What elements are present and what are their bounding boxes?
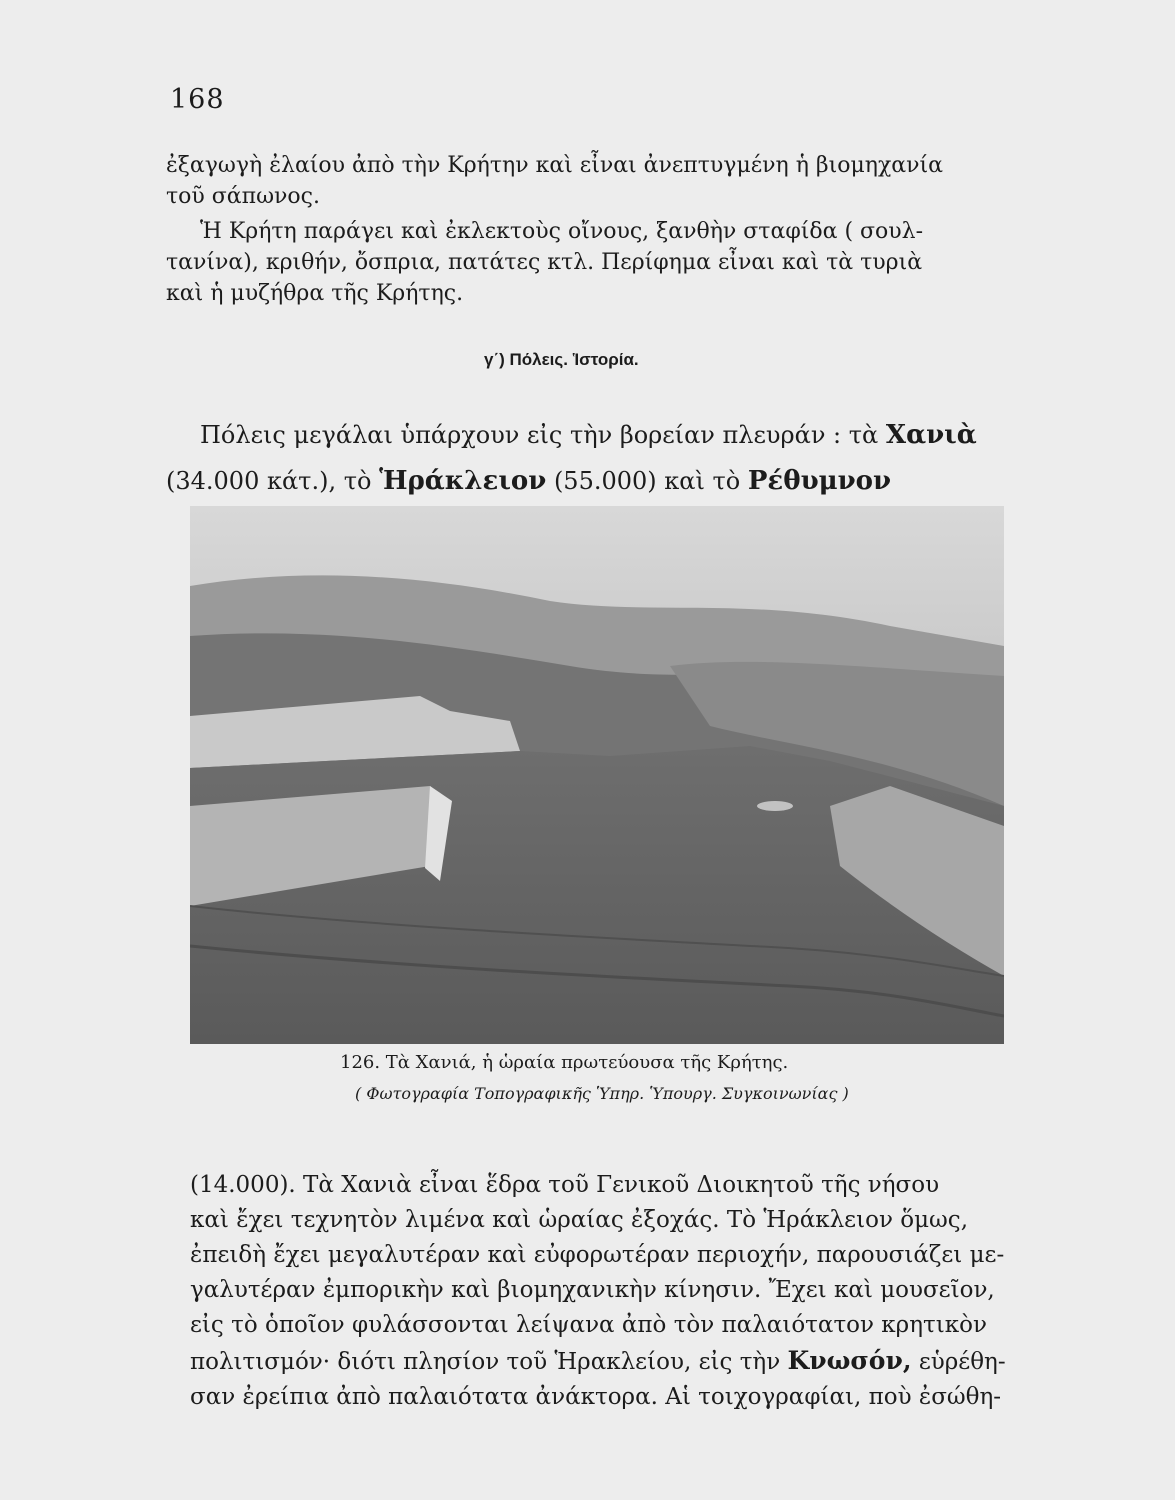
text-span: πολιτισμόν· διότι πλησίον τοῦ Ἡρακλείου, εἰς τὴν bbox=[190, 1349, 788, 1375]
text-line: τοῦ σάπωνος. bbox=[166, 184, 320, 209]
paragraph-products bbox=[166, 216, 1046, 309]
city-rethymno: Ρέθυμνον bbox=[747, 466, 892, 496]
harbor-photo-illustration bbox=[190, 506, 1004, 1044]
text-line: εἰς τὸ ὁποῖον φυλάσσονται λείψανα ἀπὸ τὸν παλαιότατον κρητικὸν bbox=[190, 1312, 987, 1338]
text-line: Ἡ Κρήτη παράγει καὶ ἐκλεκτοὺς οἴνους, ξανθὴν σταφίδα ( σουλ- bbox=[200, 219, 924, 244]
text-line bbox=[166, 458, 977, 504]
photo-credit: ( Φωτογραφία Τοπογραφικῆς Ὑπηρ. Ὑπουργ. Συγκοινωνίας ) bbox=[355, 1084, 849, 1103]
text-line: καὶ ἔχει τεχνητὸν λιμένα καὶ ὡραίας ἐξοχάς. Τὸ Ἡράκλειον ὅμως, bbox=[190, 1207, 969, 1233]
city-heraklion: Ἡράκλειον bbox=[379, 466, 547, 496]
place-knossos: Κνωσόν, bbox=[787, 1346, 912, 1375]
text-span: εὑρέθη- bbox=[911, 1349, 1006, 1375]
paragraph-olive-oil bbox=[166, 150, 1046, 212]
harbor-photo bbox=[190, 506, 1004, 1044]
photo-caption: 126. Τὰ Χανιά, ἡ ὡραία πρωτεύουσα τῆς Κρήτης. bbox=[340, 1052, 789, 1073]
text-line: σαν ἐρείπια ἀπὸ παλαιότατα ἀνάκτορα. Αἱ τοιχογραφίαι, ποὺ ἐσώθη- bbox=[190, 1384, 1002, 1410]
text-span: (55.000) καὶ τὸ bbox=[546, 467, 748, 495]
city-chania: Χανιὰ bbox=[885, 420, 977, 450]
text-line: καὶ ἡ μυζήθρα τῆς Κρήτης. bbox=[166, 281, 464, 306]
paragraph-chania-heraklion bbox=[190, 1168, 1030, 1415]
text-line bbox=[166, 412, 977, 458]
text-line: γαλυτέραν ἐμπορικὴν καὶ βιομηχανικὴν κίνησιν. Ἔχει καὶ μουσεῖον, bbox=[190, 1277, 995, 1303]
section-heading: γ΄) Πόλεις. Ἱστορία. bbox=[484, 350, 639, 369]
text-line: ἐπειδὴ ἔχει μεγαλυτέραν καὶ εὐφορωτέραν περιοχήν, παρουσιάζει με- bbox=[190, 1242, 1005, 1268]
text-line bbox=[190, 1343, 1030, 1380]
text-span: Πόλεις μεγάλαι ὑπάρχουν εἰς τὴν βορείαν πλευράν : τὰ bbox=[200, 421, 886, 449]
text-span: (34.000 κάτ.), τὸ bbox=[166, 467, 380, 495]
paragraph-cities bbox=[166, 412, 977, 504]
text-line: (14.000). Τὰ Χανιὰ εἶναι ἕδρα τοῦ Γενικοῦ Διοικητοῦ τῆς νήσου bbox=[190, 1172, 940, 1198]
text-line: ἐξαγωγὴ ἐλαίου ἀπὸ τὴν Κρήτην καὶ εἶναι ἀνεπτυγμένη ἡ βιομηχανία bbox=[166, 153, 943, 178]
text-line: τανίνα), κριθήν, ὄσπρια, πατάτες κτλ. Περίφημα εἶναι καὶ τὰ τυριὰ bbox=[166, 250, 923, 275]
page-number: 168 bbox=[170, 84, 225, 115]
